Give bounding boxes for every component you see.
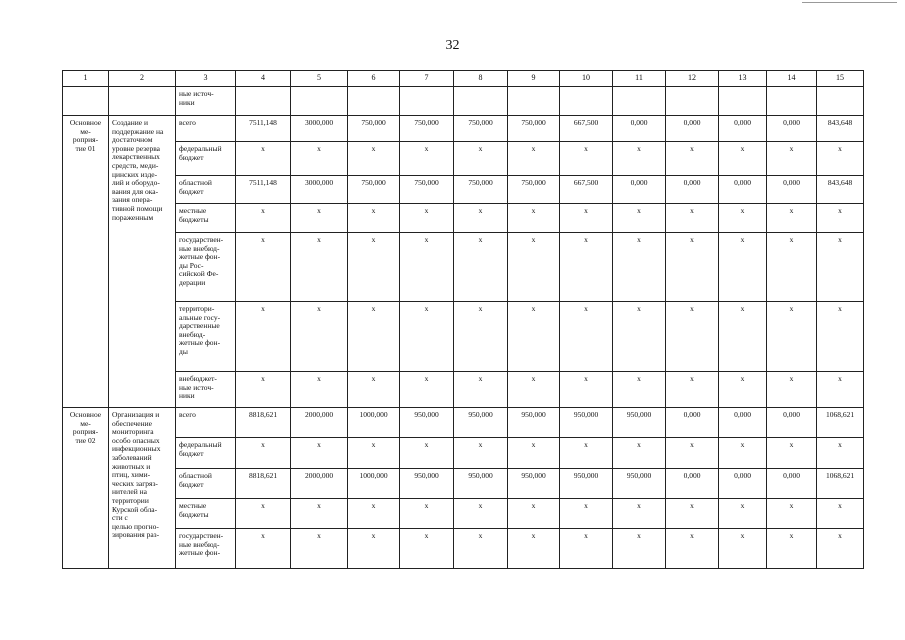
value-cell: x: [666, 142, 719, 176]
value-cell: x: [560, 302, 613, 372]
column-header: 7: [400, 71, 454, 87]
value-cell: 0,000: [767, 408, 817, 438]
column-header: 8: [454, 71, 508, 87]
empty-cell: [666, 87, 719, 116]
value-cell: x: [767, 499, 817, 529]
value-cell: x: [719, 302, 767, 372]
value-cell: x: [560, 204, 613, 233]
funding-source: территори- альные госу- дарственные внебюд- жетные фон- ды: [176, 302, 236, 372]
table-row: [63, 204, 864, 233]
value-cell: 0,000: [666, 469, 719, 499]
column-header: 2: [109, 71, 176, 87]
value-cell: 843,648: [817, 176, 864, 204]
funding-source: внебюджет- ные источ- ники: [176, 372, 236, 408]
value-cell: x: [666, 204, 719, 233]
value-cell: x: [817, 204, 864, 233]
value-cell: x: [291, 499, 348, 529]
page-number: 32: [445, 38, 460, 53]
empty-cell: [454, 87, 508, 116]
value-cell: x: [236, 142, 291, 176]
funding-source: областной бюджет: [176, 176, 236, 204]
empty-cell: [348, 87, 400, 116]
value-cell: x: [719, 499, 767, 529]
value-cell: 7511,148: [236, 176, 291, 204]
funding-source: местные бюджеты: [176, 499, 236, 529]
value-cell: x: [348, 438, 400, 469]
value-cell: x: [508, 233, 560, 302]
value-cell: x: [666, 372, 719, 408]
column-header: 9: [508, 71, 560, 87]
table-row: [63, 529, 864, 569]
value-cell: x: [348, 233, 400, 302]
value-cell: x: [508, 142, 560, 176]
value-cell: 950,000: [454, 469, 508, 499]
value-cell: x: [454, 499, 508, 529]
event-content: Организация и обеспечение мониторинга особо опасных инфекционных заболеваний животных и птиц, хими- ческих загряз- нителей на территории Курской обла- сти с целью прогно- зирования раз-: [109, 408, 176, 569]
funding-source: местные бюджеты: [176, 204, 236, 233]
value-cell: x: [454, 438, 508, 469]
value-cell: x: [454, 302, 508, 372]
value-cell: x: [236, 499, 291, 529]
value-cell: x: [400, 499, 454, 529]
value-cell: x: [400, 302, 454, 372]
empty-cell: [400, 87, 454, 116]
value-cell: x: [666, 302, 719, 372]
value-cell: x: [508, 204, 560, 233]
value-cell: 750,000: [508, 116, 560, 142]
value-cell: 950,000: [613, 408, 666, 438]
value-cell: 0,000: [767, 176, 817, 204]
value-cell: x: [454, 529, 508, 569]
value-cell: x: [560, 142, 613, 176]
value-cell: x: [400, 438, 454, 469]
value-cell: x: [454, 372, 508, 408]
value-cell: x: [719, 438, 767, 469]
value-cell: 950,000: [400, 408, 454, 438]
column-header: 3: [176, 71, 236, 87]
value-cell: 667,500: [560, 116, 613, 142]
empty-cell: [508, 87, 560, 116]
value-cell: x: [348, 204, 400, 233]
column-header: 11: [613, 71, 666, 87]
value-cell: x: [767, 233, 817, 302]
value-cell: 0,000: [613, 176, 666, 204]
event-name: Основное ме- роприя- тие 01: [63, 116, 109, 408]
value-cell: 750,000: [400, 116, 454, 142]
value-cell: x: [508, 372, 560, 408]
value-cell: x: [291, 233, 348, 302]
value-cell: x: [666, 233, 719, 302]
value-cell: 950,000: [454, 408, 508, 438]
value-cell: 8818,621: [236, 408, 291, 438]
value-cell: 3000,000: [291, 176, 348, 204]
value-cell: x: [817, 529, 864, 569]
value-cell: 0,000: [719, 469, 767, 499]
value-cell: x: [291, 204, 348, 233]
column-header: 15: [817, 71, 864, 87]
empty-cell: [767, 87, 817, 116]
value-cell: 950,000: [508, 408, 560, 438]
value-cell: x: [817, 372, 864, 408]
value-cell: x: [613, 233, 666, 302]
value-cell: x: [666, 529, 719, 569]
table-row: [63, 499, 864, 529]
value-cell: 2000,000: [291, 408, 348, 438]
value-cell: 0,000: [666, 176, 719, 204]
empty-cell: [817, 87, 864, 116]
funding-source: ные источ- ники: [176, 87, 236, 116]
funding-source: федеральный бюджет: [176, 142, 236, 176]
value-cell: x: [508, 438, 560, 469]
value-cell: 750,000: [348, 176, 400, 204]
value-cell: x: [454, 204, 508, 233]
table-row: [63, 438, 864, 469]
empty-cell: [291, 87, 348, 116]
value-cell: x: [348, 529, 400, 569]
value-cell: x: [348, 372, 400, 408]
empty-cell: [236, 87, 291, 116]
table-row: [63, 372, 864, 408]
value-cell: x: [817, 302, 864, 372]
value-cell: x: [236, 438, 291, 469]
column-header: 13: [719, 71, 767, 87]
value-cell: x: [719, 204, 767, 233]
value-cell: x: [291, 529, 348, 569]
value-cell: x: [454, 142, 508, 176]
value-cell: x: [236, 529, 291, 569]
value-cell: 1068,621: [817, 469, 864, 499]
value-cell: x: [560, 372, 613, 408]
value-cell: x: [613, 372, 666, 408]
value-cell: 843,648: [817, 116, 864, 142]
empty-cell: [109, 87, 176, 116]
value-cell: x: [236, 204, 291, 233]
value-cell: x: [236, 233, 291, 302]
value-cell: x: [817, 142, 864, 176]
table-row: [63, 302, 864, 372]
value-cell: x: [719, 529, 767, 569]
value-cell: 3000,000: [291, 116, 348, 142]
value-cell: 8818,621: [236, 469, 291, 499]
value-cell: x: [348, 142, 400, 176]
table-row: [63, 176, 864, 204]
empty-cell: [560, 87, 613, 116]
value-cell: 750,000: [454, 116, 508, 142]
value-cell: x: [560, 438, 613, 469]
value-cell: x: [767, 142, 817, 176]
value-cell: x: [767, 438, 817, 469]
column-header: 12: [666, 71, 719, 87]
header-row: [63, 71, 864, 87]
value-cell: x: [508, 302, 560, 372]
value-cell: 0,000: [719, 116, 767, 142]
value-cell: 0,000: [767, 116, 817, 142]
value-cell: 0,000: [719, 176, 767, 204]
value-cell: 750,000: [400, 176, 454, 204]
value-cell: x: [719, 233, 767, 302]
value-cell: 950,000: [400, 469, 454, 499]
value-cell: x: [400, 204, 454, 233]
value-cell: x: [400, 372, 454, 408]
value-cell: x: [817, 438, 864, 469]
table-row: [63, 142, 864, 176]
funding-source: всего: [176, 116, 236, 142]
value-cell: x: [400, 142, 454, 176]
column-header: 6: [348, 71, 400, 87]
value-cell: 750,000: [508, 176, 560, 204]
value-cell: 7511,148: [236, 116, 291, 142]
value-cell: x: [817, 499, 864, 529]
value-cell: x: [767, 204, 817, 233]
value-cell: x: [400, 233, 454, 302]
value-cell: 1000,000: [348, 408, 400, 438]
value-cell: 0,000: [719, 408, 767, 438]
value-cell: x: [291, 438, 348, 469]
value-cell: 950,000: [508, 469, 560, 499]
value-cell: x: [560, 233, 613, 302]
table-row: [63, 116, 864, 142]
value-cell: 1000,000: [348, 469, 400, 499]
value-cell: x: [666, 438, 719, 469]
value-cell: x: [400, 529, 454, 569]
budget-table: [62, 70, 864, 569]
value-cell: 667,500: [560, 176, 613, 204]
column-header: 4: [236, 71, 291, 87]
value-cell: 0,000: [767, 469, 817, 499]
value-cell: 0,000: [666, 408, 719, 438]
funding-source: областной бюджет: [176, 469, 236, 499]
funding-source: государствен- ные внебюд- жетные фон-: [176, 529, 236, 569]
value-cell: 950,000: [613, 469, 666, 499]
value-cell: 950,000: [560, 469, 613, 499]
empty-cell: [613, 87, 666, 116]
empty-cell: [63, 87, 109, 116]
value-cell: x: [817, 233, 864, 302]
value-cell: 0,000: [666, 116, 719, 142]
value-cell: x: [291, 302, 348, 372]
value-cell: x: [719, 372, 767, 408]
value-cell: x: [666, 499, 719, 529]
value-cell: 750,000: [348, 116, 400, 142]
event-name: Основное ме- роприя- тие 02: [63, 408, 109, 569]
value-cell: 2000,000: [291, 469, 348, 499]
value-cell: x: [236, 372, 291, 408]
event-content: Создание и поддержание на достаточном уровне резерва лекарственных средств, меди- цинских изде- лий и оборудо- вания для ока- зания опера- тивной помощи пораженным: [109, 116, 176, 408]
value-cell: x: [560, 499, 613, 529]
funding-source: федеральный бюджет: [176, 438, 236, 469]
top-rule: [802, 2, 897, 3]
funding-source: всего: [176, 408, 236, 438]
value-cell: x: [291, 142, 348, 176]
value-cell: 950,000: [560, 408, 613, 438]
value-cell: x: [348, 499, 400, 529]
value-cell: x: [767, 529, 817, 569]
empty-cell: [719, 87, 767, 116]
funding-source: государствен- ные внебюд- жетные фон- ды Рос- сийской Фе- дерации: [176, 233, 236, 302]
table-row: [63, 233, 864, 302]
value-cell: x: [613, 529, 666, 569]
value-cell: x: [613, 142, 666, 176]
value-cell: x: [291, 372, 348, 408]
column-header: 10: [560, 71, 613, 87]
value-cell: x: [236, 302, 291, 372]
column-header: 1: [63, 71, 109, 87]
value-cell: x: [454, 233, 508, 302]
value-cell: 0,000: [613, 116, 666, 142]
value-cell: x: [613, 438, 666, 469]
value-cell: x: [613, 302, 666, 372]
table-row: [63, 469, 864, 499]
value-cell: x: [508, 529, 560, 569]
value-cell: x: [613, 499, 666, 529]
value-cell: x: [348, 302, 400, 372]
value-cell: x: [508, 499, 560, 529]
value-cell: 750,000: [454, 176, 508, 204]
value-cell: x: [719, 142, 767, 176]
table-row: [63, 408, 864, 438]
value-cell: 1068,621: [817, 408, 864, 438]
value-cell: x: [613, 204, 666, 233]
continuation-row: [63, 87, 864, 116]
value-cell: x: [767, 372, 817, 408]
column-header: 5: [291, 71, 348, 87]
value-cell: x: [560, 529, 613, 569]
column-header: 14: [767, 71, 817, 87]
value-cell: x: [767, 302, 817, 372]
